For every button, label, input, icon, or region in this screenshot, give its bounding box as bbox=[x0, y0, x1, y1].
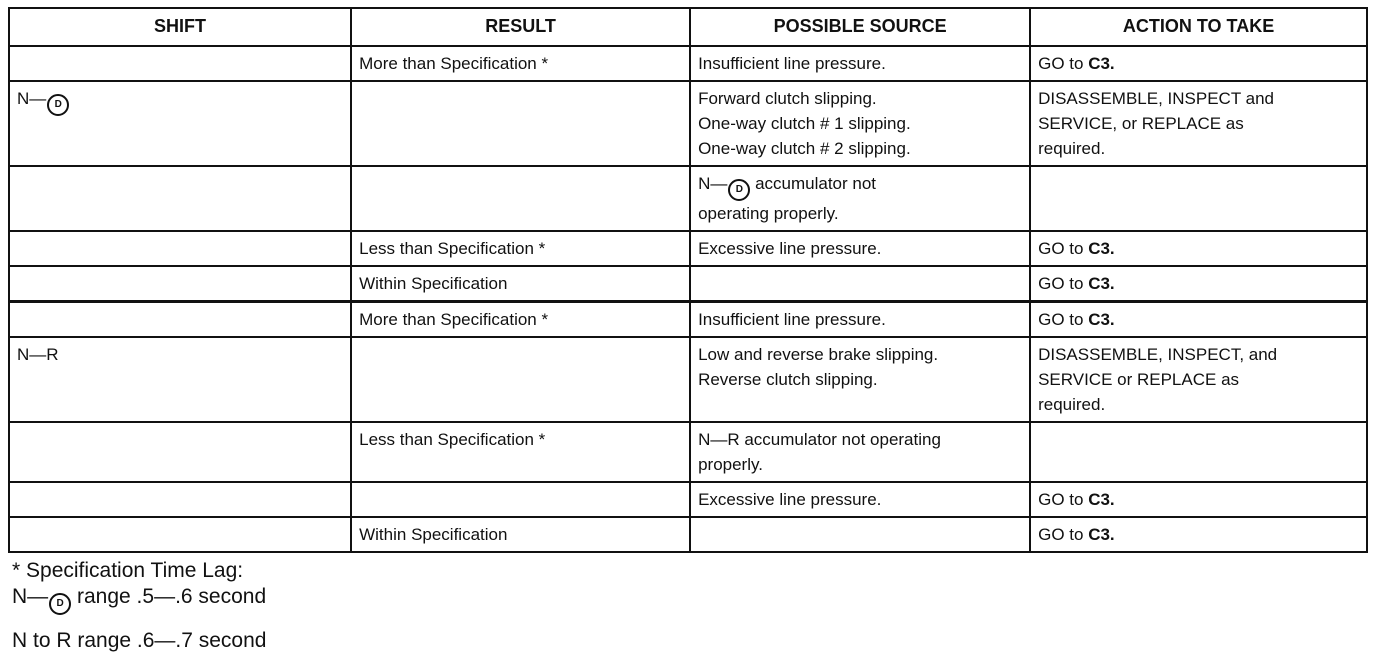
circled-d-icon: D bbox=[49, 593, 71, 615]
header-action: ACTION TO TAKE bbox=[1030, 8, 1367, 46]
shift-cell bbox=[9, 482, 351, 517]
shift-cell bbox=[9, 517, 351, 552]
result-cell bbox=[351, 482, 690, 517]
header-result: RESULT bbox=[351, 8, 690, 46]
footnote-line-n-d bbox=[12, 584, 266, 615]
shift-cell-n-r: N—R bbox=[9, 337, 351, 422]
table-row bbox=[9, 231, 1367, 266]
action-ref: C3. bbox=[1088, 54, 1115, 73]
table-row bbox=[9, 517, 1367, 552]
dash: — bbox=[29, 89, 47, 108]
action-prefix: GO to bbox=[1038, 310, 1084, 329]
source-cell: N—R accumulator not operating properly. bbox=[690, 422, 1030, 482]
result-cell: More than Specification * bbox=[351, 46, 690, 81]
source-cell: Forward clutch slipping. One-way clutch # 1 slipping. One-way clutch # 2 slipping. bbox=[690, 81, 1030, 166]
action-cell bbox=[1030, 517, 1367, 552]
action-cell bbox=[1030, 422, 1367, 482]
table-header-row bbox=[9, 8, 1367, 46]
diagnosis-table bbox=[8, 7, 1368, 553]
shift-prefix: N bbox=[17, 89, 30, 108]
result-cell bbox=[351, 337, 690, 422]
action-prefix: GO to bbox=[1038, 274, 1084, 293]
table-row bbox=[9, 266, 1367, 302]
action-ref: C3. bbox=[1088, 490, 1115, 509]
result-cell: More than Specification * bbox=[351, 302, 690, 338]
source-cell: Insufficient line pressure. bbox=[690, 302, 1030, 338]
source-cell: Low and reverse brake slipping. Reverse clutch slipping. bbox=[690, 337, 1030, 422]
table-row bbox=[9, 337, 1367, 422]
source-suffix: accumulator not operating properly. bbox=[698, 174, 877, 223]
source-cell: Excessive line pressure. bbox=[690, 482, 1030, 517]
source-cell bbox=[690, 166, 1030, 231]
action-ref: C3. bbox=[1088, 274, 1115, 293]
result-cell bbox=[351, 81, 690, 166]
action-cell bbox=[1030, 166, 1367, 231]
action-cell bbox=[1030, 231, 1367, 266]
table-row bbox=[9, 81, 1367, 166]
result-cell bbox=[351, 166, 690, 231]
action-prefix: GO to bbox=[1038, 54, 1084, 73]
result-cell: Less than Specification * bbox=[351, 231, 690, 266]
source-cell bbox=[690, 517, 1030, 552]
shift-cell bbox=[9, 302, 351, 338]
result-cell: Less than Specification * bbox=[351, 422, 690, 482]
action-prefix: GO to bbox=[1038, 239, 1084, 258]
header-possible-source: POSSIBLE SOURCE bbox=[690, 8, 1030, 46]
source-cell: Excessive line pressure. bbox=[690, 231, 1030, 266]
footnote-suffix: range .5—.6 second bbox=[71, 585, 267, 608]
footnote-title: * Specification Time Lag: bbox=[12, 559, 244, 582]
result-cell: Within Specification bbox=[351, 266, 690, 302]
action-ref: C3. bbox=[1088, 310, 1115, 329]
circled-d-icon: D bbox=[47, 94, 69, 116]
table-row bbox=[9, 166, 1367, 231]
header-shift: SHIFT bbox=[9, 8, 351, 46]
action-prefix: GO to bbox=[1038, 525, 1084, 544]
action-cell: DISASSEMBLE, INSPECT and SERVICE, or REPLACE as required. bbox=[1030, 81, 1367, 166]
source-cell bbox=[690, 266, 1030, 302]
action-prefix: GO to bbox=[1038, 490, 1084, 509]
action-cell bbox=[1030, 302, 1367, 338]
action-cell bbox=[1030, 266, 1367, 302]
shift-cell-n-d bbox=[9, 81, 351, 166]
footnote-prefix: N— bbox=[12, 585, 49, 608]
footnote bbox=[12, 558, 266, 654]
table-row bbox=[9, 302, 1367, 338]
shift-cell bbox=[9, 166, 351, 231]
dash: — bbox=[710, 174, 728, 193]
source-prefix: N bbox=[698, 174, 711, 193]
action-ref: C3. bbox=[1088, 239, 1115, 258]
action-cell bbox=[1030, 482, 1367, 517]
table-row bbox=[9, 482, 1367, 517]
action-ref: C3. bbox=[1088, 525, 1115, 544]
shift-cell bbox=[9, 46, 351, 81]
shift-cell bbox=[9, 231, 351, 266]
action-cell bbox=[1030, 46, 1367, 81]
footnote-line-n-r: N to R range .6—.7 second bbox=[12, 629, 267, 652]
circled-d-icon: D bbox=[728, 179, 750, 201]
result-cell: Within Specification bbox=[351, 517, 690, 552]
shift-cell bbox=[9, 422, 351, 482]
shift-cell bbox=[9, 266, 351, 302]
table-row bbox=[9, 422, 1367, 482]
action-cell: DISASSEMBLE, INSPECT, and SERVICE or REPLACE as required. bbox=[1030, 337, 1367, 422]
table-row bbox=[9, 46, 1367, 81]
source-cell: Insufficient line pressure. bbox=[690, 46, 1030, 81]
